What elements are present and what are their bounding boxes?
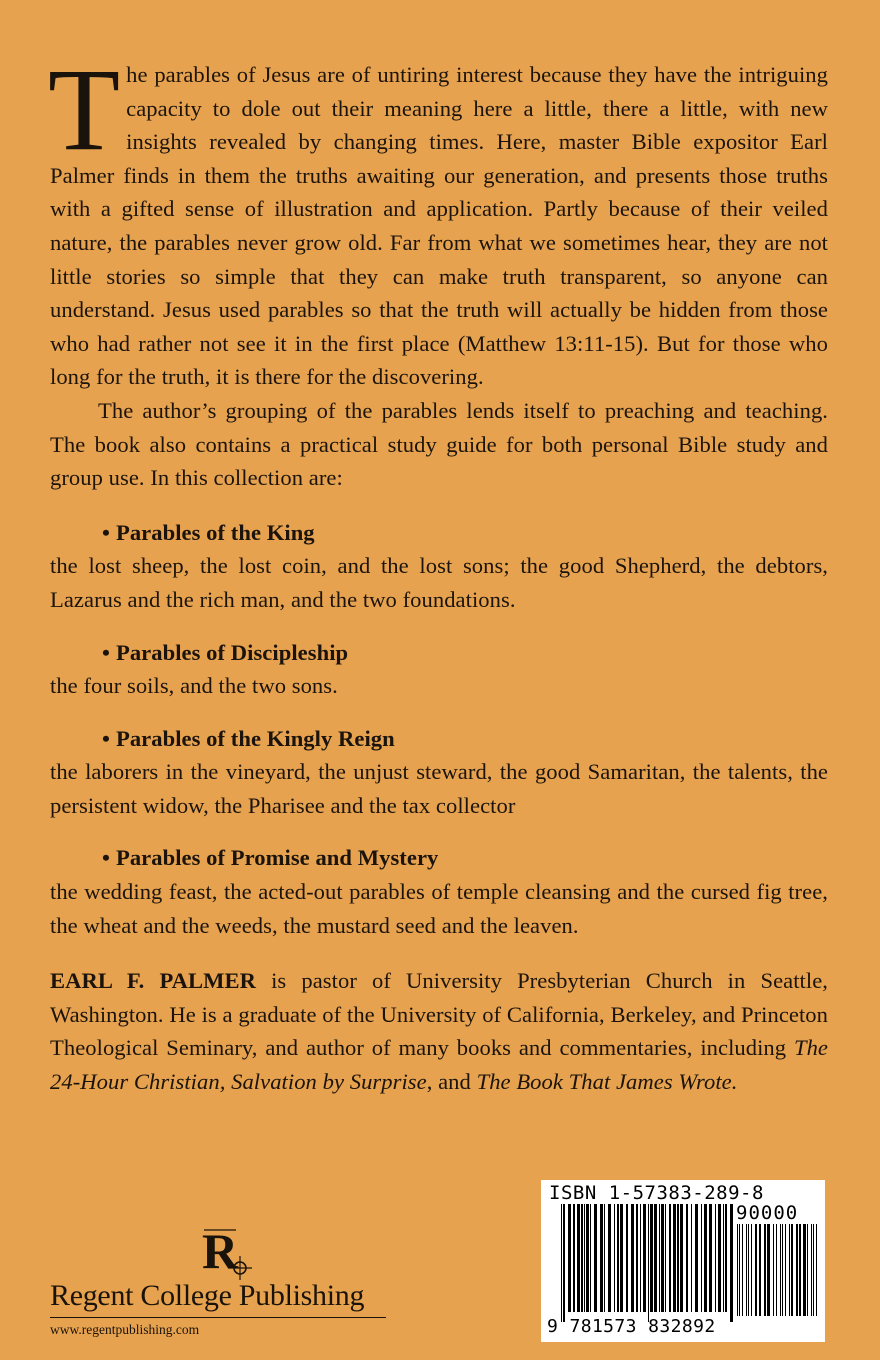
barcode-bar (799, 1224, 801, 1316)
barcode-bar (751, 1224, 752, 1316)
bullet-icon: • (102, 519, 110, 545)
barcode-bar (643, 1204, 646, 1312)
barcode-bar (617, 1204, 619, 1312)
barcode-bar (640, 1204, 641, 1312)
barcode-bar (636, 1204, 638, 1312)
barcode-bar (563, 1204, 565, 1322)
author-bio (50, 964, 828, 1098)
barcode-bar (594, 1204, 597, 1312)
section-item (50, 516, 828, 617)
section-title: Parables of Discipleship (115, 639, 349, 665)
barcode-bar (816, 1224, 817, 1316)
barcode-bar (648, 1204, 649, 1322)
section-title: Parables of the King (115, 519, 315, 545)
barcode-bar (600, 1204, 603, 1312)
bullet-icon: • (102, 845, 110, 871)
barcode-bar (665, 1204, 666, 1312)
barcode-bar (730, 1204, 733, 1322)
section-item (50, 722, 828, 823)
section-item (50, 636, 828, 703)
book-title: The Book That James Wrote (476, 1069, 732, 1095)
book-title: The 24-Hour Christian (50, 1035, 828, 1095)
barcode-bar (746, 1224, 747, 1316)
barcode-bar (807, 1224, 808, 1316)
barcode-bar (584, 1204, 585, 1312)
barcode-bar (573, 1204, 575, 1312)
barcode-bar (669, 1204, 671, 1312)
barcode-bar (780, 1224, 781, 1316)
author-name: EARL F. PALMER (50, 968, 256, 994)
ean-barcode-bars (561, 1204, 733, 1322)
regent-logo-icon (196, 1222, 256, 1282)
barcode-bar (759, 1224, 761, 1316)
barcode-bar (715, 1204, 716, 1312)
section-title: Parables of Promise and Mystery (115, 845, 439, 871)
publisher-divider (50, 1317, 386, 1318)
section-heading (102, 516, 828, 550)
intro-paragraph (48, 44, 828, 394)
bio-text: is pastor of University Presbyterian Church in Seattle, Washington. He is a graduate of the University of California, Berkeley, and Princeton Theological Seminary, and author of many books and commentaries, including (50, 968, 828, 1061)
barcode-bar (767, 1224, 770, 1316)
barcode-bar (620, 1204, 623, 1312)
section-title: Parables of the Kingly Reign (115, 725, 395, 751)
logo-letter: R (202, 1223, 239, 1279)
barcode-bar (782, 1224, 783, 1316)
barcode-bar (773, 1224, 774, 1316)
barcode-bar (650, 1204, 653, 1312)
barcode-bar (709, 1204, 712, 1312)
barcode-bar (737, 1224, 738, 1316)
barcode-bar (718, 1204, 721, 1312)
ean-digits: 9 781573 832892 (547, 1316, 716, 1337)
barcode-bar (803, 1224, 806, 1316)
bio-end: . (731, 1069, 738, 1095)
drop-cap: T (48, 44, 121, 175)
barcode-bar (626, 1204, 628, 1312)
barcode-bar (748, 1224, 749, 1316)
barcode-bar (785, 1224, 786, 1316)
barcode-bar (789, 1224, 790, 1316)
section-description: the four soils, and the two sons. (50, 673, 338, 699)
barcode-bar (604, 1204, 605, 1312)
barcode-bar (680, 1204, 683, 1312)
isbn-label: ISBN 1-57383-289-8 (549, 1182, 764, 1204)
barcode-bar (813, 1224, 814, 1316)
bullet-icon: • (102, 725, 110, 751)
barcode-bar (590, 1204, 591, 1312)
barcode-bar (654, 1204, 657, 1312)
barcode-bar (586, 1204, 589, 1312)
section-heading (102, 636, 828, 670)
barcode-bar (704, 1204, 707, 1312)
barcode-bar (811, 1224, 812, 1316)
title-separator: , (219, 1069, 232, 1095)
section-description: the wedding feast, the acted-out parables of temple cleansing and the cursed fig tree, the wheat and the weeds, the mustard seed and the leaven. (50, 879, 828, 938)
barcode-bar (739, 1224, 740, 1316)
barcode-bar (581, 1204, 583, 1312)
collection-paragraph: The author’s grouping of the parables lends itself to preaching and teaching. The book also contains a practical study guide for both personal Bible study and group use. In this collection are: (50, 397, 828, 491)
intro-text: he parables of Jesus are of untiring interest because they have the intriguing capacity to dole out their meaning here a little, there a little, with new insights revealed by changing times. Here, master Bible expositor Earl Palmer finds in them the truths awaiting our generation, and presents those truths with a gifted sense of illustration and application. Partly because of their veiled nature, the parables never grow old. Far from what we sometimes hear, they are not little stories so simple that they can make truth transparent, so anyone can understand. Jesus used parables so that the truth will actually be hidden from those who had rather not see it in the first place (Matthew 13:11-15). But for those who long for the truth, it is there for the discovering. (50, 62, 828, 390)
barcode-bar (791, 1224, 793, 1316)
isbn-barcode (541, 1180, 825, 1342)
back-cover-text (48, 44, 828, 1099)
barcode-bar (701, 1204, 702, 1312)
barcode-bar (691, 1204, 692, 1312)
barcode-bar (577, 1204, 580, 1312)
title-separator: , and (426, 1069, 477, 1095)
barcode-bar (608, 1204, 611, 1312)
book-title: Salvation by Surprise (231, 1069, 427, 1095)
barcode-bar (631, 1204, 634, 1312)
parable-sections (50, 516, 828, 943)
section-item (50, 841, 828, 942)
barcode-bar (568, 1204, 571, 1312)
barcode-bar (776, 1224, 777, 1316)
barcode-bar (614, 1204, 615, 1312)
section-heading (102, 841, 828, 875)
publisher-name: Regent College Publishing (50, 1279, 365, 1312)
barcode-bar (764, 1224, 766, 1316)
barcode-bar (686, 1204, 688, 1312)
barcode-bar (673, 1204, 676, 1312)
barcode-bar (755, 1224, 757, 1316)
price-code: 90000 (736, 1202, 799, 1224)
section-description: the laborers in the vineyard, the unjust steward, the good Samaritan, the talents, the persistent widow, the Pharisee and the tax collector (50, 759, 828, 818)
barcode-bar (659, 1204, 660, 1312)
barcode-bar (677, 1204, 679, 1312)
barcode-bar (561, 1204, 562, 1322)
barcode-bar (742, 1224, 743, 1316)
barcode-bar (725, 1204, 727, 1312)
addon-barcode-bars (737, 1224, 819, 1316)
barcode-bar (695, 1204, 698, 1312)
barcode-bar (723, 1204, 724, 1312)
section-heading (102, 722, 828, 756)
barcode-bar (661, 1204, 664, 1312)
bullet-icon: • (102, 639, 110, 665)
publisher-url: www.regentpublishing.com (50, 1322, 200, 1337)
section-description: the lost sheep, the lost coin, and the lost sons; the good Shepherd, the debtors, Lazarus and the rich man, and the two foundations. (50, 553, 828, 612)
barcode-bar (796, 1224, 798, 1316)
